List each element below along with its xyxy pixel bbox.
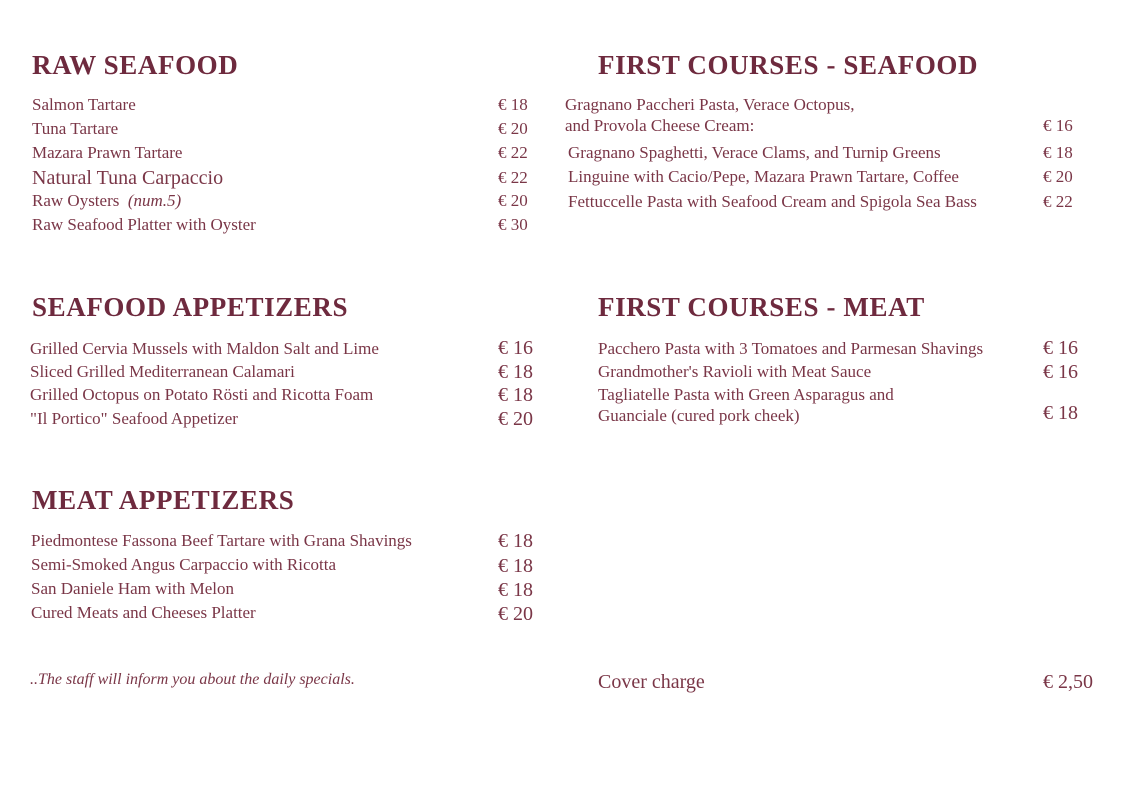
menu-item-price: € 22 (498, 168, 528, 187)
menu-item-name: "Il Portico" Seafood Appetizer (30, 409, 238, 428)
menu-item-price: € 22 (498, 143, 528, 162)
menu-item-price: € 20 (498, 603, 533, 625)
menu-item-name: Fettuccelle Pasta with Seafood Cream and Spigola Sea Bass (568, 192, 977, 211)
menu-item-name: Natural Tuna Carpaccio (32, 167, 224, 189)
menu-item-name: Grandmother's Ravioli with Meat Sauce (598, 362, 872, 381)
menu-item-name-line1: Gragnano Paccheri Pasta, Verace Octopus, (565, 95, 855, 114)
menu-item-price: € 18 (498, 384, 533, 406)
menu-item-price: € 16 (1043, 337, 1078, 359)
menu-item-name (32, 191, 181, 211)
menu-item-name: San Daniele Ham with Melon (31, 579, 235, 598)
menu-item-name: Tuna Tartare (32, 119, 119, 138)
menu-item-name-line2: Guanciale (cured pork cheek) (598, 406, 800, 425)
menu-item-price: € 20 (498, 191, 528, 210)
menu-item-price: € 18 (1043, 402, 1078, 424)
menu-item-price: € 30 (498, 215, 528, 234)
section-title-meat-appetizers: MEAT APPETIZERS (32, 485, 295, 515)
menu-item-price: € 18 (498, 530, 533, 552)
menu-item-price: € 22 (1043, 192, 1073, 211)
menu-item-name: Sliced Grilled Mediterranean Calamari (30, 362, 295, 381)
menu-item-label: Raw Oysters (32, 191, 120, 210)
menu-item-name: Gragnano Spaghetti, Verace Clams, and Turnip Greens (568, 143, 941, 162)
menu-item-name: Semi-Smoked Angus Carpaccio with Ricotta (31, 555, 337, 574)
section-title-first-courses-seafood: FIRST COURSES - SEAFOOD (598, 50, 979, 80)
menu-item-name: Grilled Cervia Mussels with Maldon Salt and Lime (30, 339, 379, 358)
menu-item-price: € 20 (1043, 167, 1073, 186)
section-title-seafood-appetizers: SEAFOOD APPETIZERS (32, 292, 349, 322)
menu-item-price: € 16 (498, 337, 533, 359)
cover-charge-label: Cover charge (598, 671, 705, 693)
section-title-raw-seafood: RAW SEAFOOD (32, 50, 239, 80)
daily-specials-note: ..The staff will inform you about the daily specials. (30, 671, 355, 688)
menu-item-price: € 18 (1043, 143, 1073, 162)
menu-item-price: € 18 (498, 579, 533, 601)
menu-item-name: Linguine with Cacio/Pepe, Mazara Prawn Tartare, Coffee (568, 167, 959, 186)
menu-item-name: Mazara Prawn Tartare (32, 143, 183, 162)
menu-item-name-line1: Tagliatelle Pasta with Green Asparagus and (598, 385, 894, 404)
menu-item-price: € 16 (1043, 361, 1078, 383)
section-title-first-courses-meat: FIRST COURSES - MEAT (598, 292, 925, 322)
menu-item-name: Cured Meats and Cheeses Platter (31, 603, 256, 622)
menu-item-price: € 20 (498, 119, 528, 138)
menu-item-price: € 18 (498, 95, 528, 114)
menu-item-price: € 16 (1043, 116, 1073, 135)
menu-item-name: Pacchero Pasta with 3 Tomatoes and Parmesan Shavings (598, 339, 984, 358)
menu-item-name: Piedmontese Fassona Beef Tartare with Grana Shavings (31, 531, 412, 550)
menu-item-name: Salmon Tartare (32, 95, 136, 114)
menu-item-price: € 18 (498, 361, 533, 383)
menu-item-name-line2: and Provola Cheese Cream: (565, 116, 755, 135)
cover-charge-price: € 2,50 (1043, 671, 1093, 693)
quantity-note: (num.5) (127, 191, 182, 210)
menu-item-price: € 18 (498, 555, 533, 577)
menu-item-name: Raw Seafood Platter with Oyster (32, 215, 256, 234)
menu-item-name: Grilled Octopus on Potato Rösti and Ricotta Foam (30, 385, 374, 404)
menu-item-price: € 20 (498, 408, 533, 430)
